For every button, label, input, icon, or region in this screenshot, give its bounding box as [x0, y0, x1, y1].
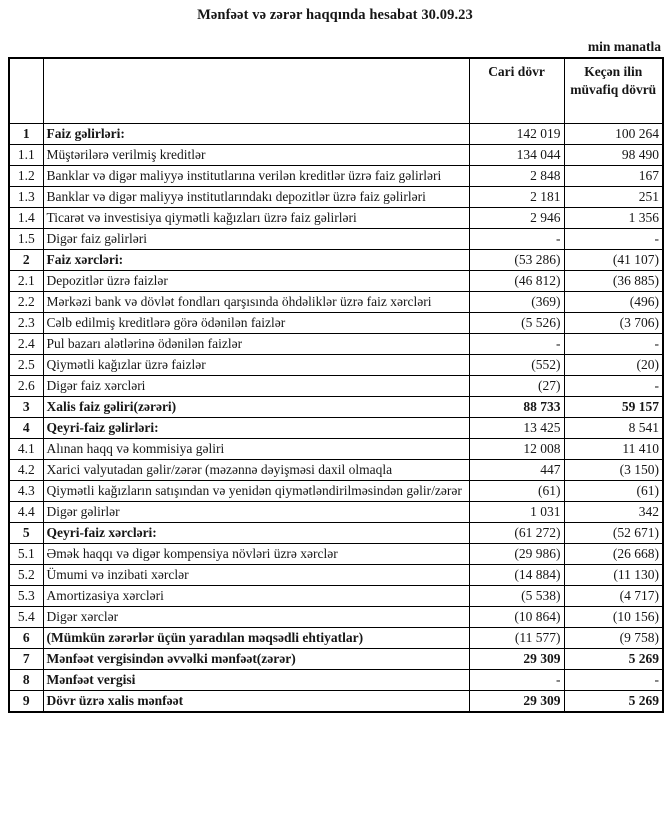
current-value-cell: (552) [469, 355, 564, 376]
header-current-period: Cari dövr [469, 58, 564, 124]
row-label-cell: Xarici valyutadan gəlir/zərər (məzənnə dəyişməsi daxil olmaqla [43, 460, 469, 481]
row-number-cell: 5.2 [9, 565, 43, 586]
row-number-cell: 2.4 [9, 334, 43, 355]
previous-value-cell: (3 706) [564, 313, 663, 334]
previous-value-cell: 1 356 [564, 208, 663, 229]
row-number-cell: 4.1 [9, 439, 43, 460]
current-value-cell: (61 272) [469, 523, 564, 544]
current-value-cell: 447 [469, 460, 564, 481]
row-label-cell: Digər xərclər [43, 607, 469, 628]
previous-value-cell: - [564, 670, 663, 691]
row-number-cell: 1.5 [9, 229, 43, 250]
row-label-cell: Qeyri-faiz xərcləri: [43, 523, 469, 544]
row-number-cell: 5.3 [9, 586, 43, 607]
row-label-cell: Pul bazarı alətlərinə ödənilən faizlər [43, 334, 469, 355]
previous-value-cell: (3 150) [564, 460, 663, 481]
table-body [9, 124, 663, 713]
row-label-cell: Alınan haqq və kommisiya gəliri [43, 439, 469, 460]
row-number-cell: 4.3 [9, 481, 43, 502]
table-row [9, 145, 663, 166]
row-number-cell: 5.4 [9, 607, 43, 628]
current-value-cell: (5 538) [469, 586, 564, 607]
table-row [9, 607, 663, 628]
previous-value-cell: (61) [564, 481, 663, 502]
current-value-cell: - [469, 334, 564, 355]
previous-value-cell: - [564, 376, 663, 397]
row-label-cell: Qiymətli kağızların satışından və yenidən qiymətləndirilməsindən gəlir/zərər [43, 481, 469, 502]
header-previous-period: Keçən ilin müvafiq dövrü [564, 58, 663, 124]
row-label-cell: Banklar və digər maliyyə institutlarına verilən kreditlər üzrə faiz gəlirləri [43, 166, 469, 187]
table-row [9, 187, 663, 208]
current-value-cell: (10 864) [469, 607, 564, 628]
row-label-cell: Ümumi və inzibati xərclər [43, 565, 469, 586]
table-row [9, 628, 663, 649]
table-row [9, 397, 663, 418]
current-value-cell: 29 309 [469, 649, 564, 670]
previous-value-cell: 5 269 [564, 649, 663, 670]
row-number-cell: 1.1 [9, 145, 43, 166]
previous-value-cell: (9 758) [564, 628, 663, 649]
current-value-cell: (61) [469, 481, 564, 502]
current-value-cell: (5 526) [469, 313, 564, 334]
table-row [9, 418, 663, 439]
table-row [9, 544, 663, 565]
row-label-cell: Dövr üzrə xalis mənfəət [43, 691, 469, 713]
table-row [9, 502, 663, 523]
table-row [9, 250, 663, 271]
current-value-cell: 2 946 [469, 208, 564, 229]
current-value-cell: 88 733 [469, 397, 564, 418]
table-row [9, 439, 663, 460]
row-number-cell: 1 [9, 124, 43, 145]
row-number-cell: 4 [9, 418, 43, 439]
row-number-cell: 1.4 [9, 208, 43, 229]
row-number-cell: 2.2 [9, 292, 43, 313]
current-value-cell: 142 019 [469, 124, 564, 145]
table-row [9, 271, 663, 292]
previous-value-cell: (4 717) [564, 586, 663, 607]
table-row [9, 565, 663, 586]
current-value-cell: 134 044 [469, 145, 564, 166]
table-row [9, 229, 663, 250]
previous-value-cell: 100 264 [564, 124, 663, 145]
previous-value-cell: 59 157 [564, 397, 663, 418]
row-label-cell: Cəlb edilmiş kreditlərə görə ödənilən faizlər [43, 313, 469, 334]
current-value-cell: (29 986) [469, 544, 564, 565]
row-label-cell: Mənfəət vergisindən əvvəlki mənfəət(zərər) [43, 649, 469, 670]
row-label-cell: Faiz gəlirləri: [43, 124, 469, 145]
previous-value-cell: 8 541 [564, 418, 663, 439]
current-value-cell: (11 577) [469, 628, 564, 649]
row-label-cell: Qeyri-faiz gəlirləri: [43, 418, 469, 439]
table-row [9, 649, 663, 670]
row-label-cell: Mənfəət vergisi [43, 670, 469, 691]
current-value-cell: 29 309 [469, 691, 564, 713]
current-value-cell: 13 425 [469, 418, 564, 439]
row-number-cell: 2.3 [9, 313, 43, 334]
row-label-cell: Banklar və digər maliyyə institutlarındakı depozitlər üzrə faiz gəlirləri [43, 187, 469, 208]
row-label-cell: Digər faiz gəlirləri [43, 229, 469, 250]
profit-loss-table [8, 57, 664, 713]
row-number-cell: 2 [9, 250, 43, 271]
table-row [9, 670, 663, 691]
previous-value-cell: (36 885) [564, 271, 663, 292]
current-value-cell: - [469, 670, 564, 691]
previous-value-cell: (52 671) [564, 523, 663, 544]
row-number-cell: 5 [9, 523, 43, 544]
current-value-cell: - [469, 229, 564, 250]
current-value-cell: (14 884) [469, 565, 564, 586]
row-label-cell: Mərkəzi bank və dövlət fondları qarşısında öhdəliklər üzrə faiz xərcləri [43, 292, 469, 313]
table-row [9, 691, 663, 713]
row-label-cell: Digər gəlirlər [43, 502, 469, 523]
row-label-cell: Qiymətli kağızlar üzrə faizlər [43, 355, 469, 376]
previous-value-cell: 167 [564, 166, 663, 187]
row-number-cell: 6 [9, 628, 43, 649]
table-row [9, 166, 663, 187]
current-value-cell: (27) [469, 376, 564, 397]
row-number-cell: 5.1 [9, 544, 43, 565]
table-row [9, 523, 663, 544]
previous-value-cell: (26 668) [564, 544, 663, 565]
row-number-cell: 8 [9, 670, 43, 691]
row-number-cell: 2.5 [9, 355, 43, 376]
current-value-cell: 2 181 [469, 187, 564, 208]
table-row [9, 355, 663, 376]
table-row [9, 334, 663, 355]
row-label-cell: Amortizasiya xərcləri [43, 586, 469, 607]
previous-value-cell: 98 490 [564, 145, 663, 166]
previous-value-cell: 342 [564, 502, 663, 523]
row-number-cell: 2.1 [9, 271, 43, 292]
previous-value-cell: (10 156) [564, 607, 663, 628]
previous-value-cell: 11 410 [564, 439, 663, 460]
row-label-cell: Xalis faiz gəliri(zərəri) [43, 397, 469, 418]
current-value-cell: (369) [469, 292, 564, 313]
report-title: Mənfəət və zərər haqqında hesabat 30.09.23 [197, 7, 473, 23]
table-row [9, 124, 663, 145]
header-row-number-cell [9, 58, 43, 124]
previous-value-cell: (496) [564, 292, 663, 313]
table-row [9, 313, 663, 334]
unit-note: min manatla [587, 39, 661, 54]
current-value-cell: 12 008 [469, 439, 564, 460]
row-number-cell: 7 [9, 649, 43, 670]
table-row [9, 292, 663, 313]
current-value-cell: (53 286) [469, 250, 564, 271]
row-number-cell: 1.2 [9, 166, 43, 187]
row-number-cell: 4.2 [9, 460, 43, 481]
current-value-cell: (46 812) [469, 271, 564, 292]
previous-value-cell: - [564, 334, 663, 355]
previous-value-cell: (41 107) [564, 250, 663, 271]
previous-value-cell: - [564, 229, 663, 250]
table-row [9, 208, 663, 229]
previous-value-cell: 5 269 [564, 691, 663, 713]
table-row [9, 586, 663, 607]
table-row [9, 376, 663, 397]
previous-value-cell: 251 [564, 187, 663, 208]
row-label-cell: Digər faiz xərcləri [43, 376, 469, 397]
row-number-cell: 1.3 [9, 187, 43, 208]
table-row [9, 481, 663, 502]
row-number-cell: 2.6 [9, 376, 43, 397]
row-number-cell: 9 [9, 691, 43, 713]
previous-value-cell: (20) [564, 355, 663, 376]
row-label-cell: Müştərilərə verilmiş kreditlər [43, 145, 469, 166]
row-label-cell: (Mümkün zərərlər üçün yaradılan məqsədli ehtiyatlar) [43, 628, 469, 649]
row-number-cell: 3 [9, 397, 43, 418]
header-indicator-cell [43, 58, 469, 124]
row-label-cell: Əmək haqqı və digər kompensiya növləri üzrə xərclər [43, 544, 469, 565]
table-row [9, 460, 663, 481]
header-row [9, 58, 663, 124]
row-label-cell: Ticarət və investisiya qiymətli kağızları üzrə faiz gəlirləri [43, 208, 469, 229]
previous-value-cell: (11 130) [564, 565, 663, 586]
row-label-cell: Depozitlər üzrə faizlər [43, 271, 469, 292]
current-value-cell: 1 031 [469, 502, 564, 523]
row-label-cell: Faiz xərcləri: [43, 250, 469, 271]
current-value-cell: 2 848 [469, 166, 564, 187]
row-number-cell: 4.4 [9, 502, 43, 523]
